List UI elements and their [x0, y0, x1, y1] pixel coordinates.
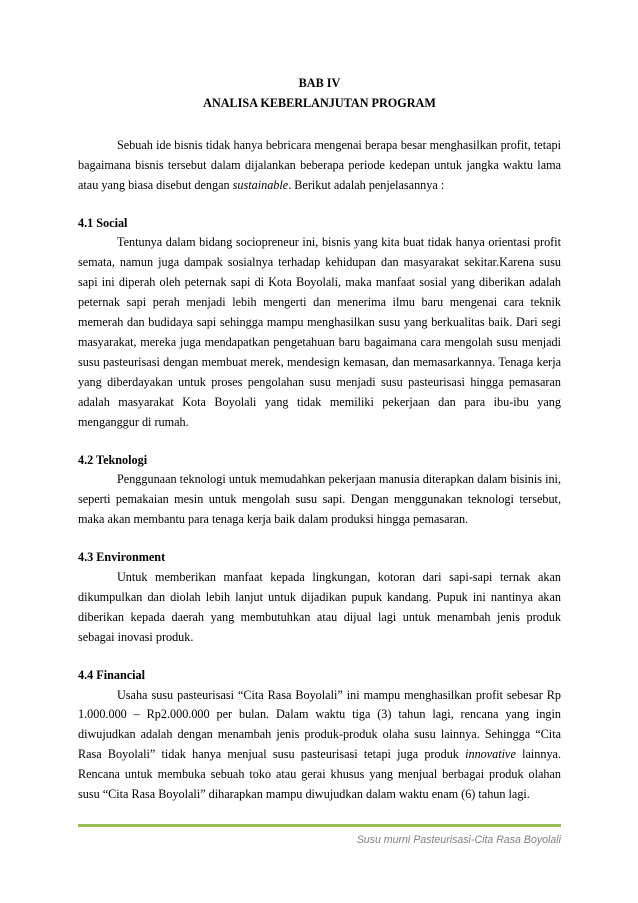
- financial-text-before: Usaha susu pasteurisasi “Cita Rasa Boyolali” ini mampu menghasilkan profit sebesar Rp 1.000.000 – Rp2.000.000 per bulan. Dalam waktu tiga (3) tahun lagi, rencana yang ingin diwujudkan adalah dengan menambah jenis produk-produk olaha susu lainnya. Sehingga “Cita Rasa Boyolali” tidak hanya menjual susu pasteurisasi tetapi juga produk: [78, 687, 561, 762]
- section-heading-environment: 4.3 Environment: [78, 550, 166, 565]
- section-financial: [78, 666, 561, 805]
- footer-text: Susu murni Pasteurisasi-Cita Rasa Boyolali: [356, 834, 561, 846]
- section-body-financial: [78, 686, 561, 805]
- financial-emphasis: innovative: [465, 747, 516, 762]
- section-body-teknologi: Penggunaan teknologi untuk memudahkan pekerjaan manusia diterapkan dalam bisinis ini, seperti pemakaian mesin untuk mengolah susu sapi. Dengan menggunakan teknologi tersebut, maka akan membantu para tenaga kerja baik dalam produksi hingga pemasaran.: [78, 472, 561, 527]
- intro-text-before: Sebuah ide bisnis tidak hanya bebricara mengenai berapa besar menghasilkan profit, tetapi bagaimana bisnis tersebut dalam dijalankan beberapa periode kedepan untuk jangka waktu lama atau yang biasa disebut dengan: [78, 137, 561, 192]
- section-heading-social: 4.1 Social: [78, 215, 128, 230]
- document-page: [78, 66, 561, 805]
- section-heading-financial: 4.4 Financial: [78, 667, 146, 682]
- intro-paragraph: [78, 136, 561, 196]
- financial-text-after: lainnya. Rencana untuk membuka sebuah toko atau gerai khusus yang menjual berbagai produk olahan susu “Cita Rasa Boyolali” diharapkan mampu diwujudkan dalam waktu enam (6) tahun lagi.: [78, 747, 562, 802]
- page-title: ANALISA KEBERLANJUTAN PROGRAM: [203, 95, 436, 110]
- section-environment: [78, 548, 561, 648]
- section-heading-teknologi: 4.2 Teknologi: [78, 452, 148, 467]
- intro-text-after: . Berikut adalah penjelasannya :: [288, 177, 445, 192]
- section-body-social: Tentunya dalam bidang sociopreneur ini, bisnis yang kita buat tidak hanya orientasi profit semata, namun juga dampak sosialnya terhadap kehidupan dan masyarakat sekitar.Karena susu sapi ini diperah oleh peternak sapi di Kota Boyolali, maka manfaat sosial yang diberikan adalah peternak sapi perah menjadi lebih mengerti dan menerima ilmu baru mengenai cara teknik memerah dan budidaya sapi sehingga mampu menghasilkan susu yang berkualitas baik. Dari segi masyarakat, mereka juga mendapatkan pengetahuan baru bagaimana cara mengolah susu menjadi susu pasteurisasi dengan membuat merek, mendesign kemasan, dan memasarkannya. Tenaga kerja yang diberdayakan untuk proses pengolahan susu menjadi susu pasteurisasi hingga pemasaran adalah masyarakat Kota Boyolali yang tidak memiliki pekerjaan dan para ibu-ibu yang menganggur di rumah.: [78, 235, 561, 429]
- section-social: [78, 214, 561, 433]
- chapter-label: BAB IV: [298, 76, 341, 90]
- section-body-environment: Untuk memberikan manfaat kepada lingkungan, kotoran dari sapi-sapi ternak akan dikumpulkan dan diolah lebih lanjut untuk dijadikan pupuk kandang. Pupuk ini nantinya akan diberikan kepada daerah yang membutuhkan atau dijual lagi untuk menambah jenis produk sebagai inovasi produk.: [78, 570, 561, 644]
- section-teknologi: [78, 451, 561, 531]
- intro-emphasis: sustainable: [232, 177, 289, 192]
- footer-rule: [78, 824, 561, 827]
